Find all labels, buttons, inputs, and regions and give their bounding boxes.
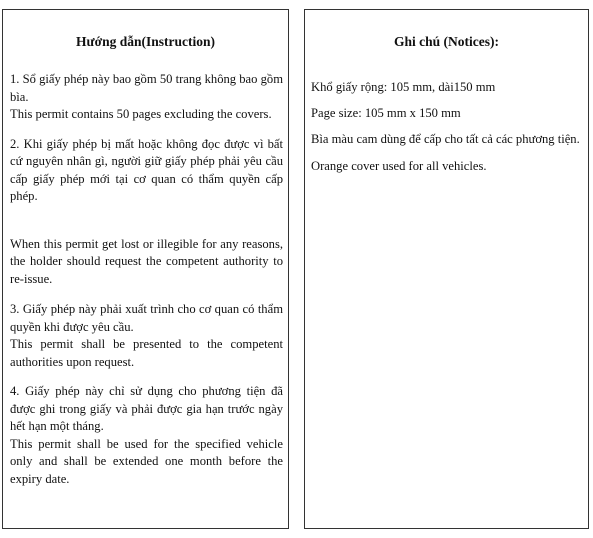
notice-page-size-vi: Khổ giấy rộng: 105 mm, dài150 mm	[311, 80, 496, 94]
instruction-item-1-vi: 1. Sổ giấy phép này bao gồm 50 trang không bao gồm bìa.	[10, 72, 283, 104]
instruction-item-3	[10, 301, 283, 371]
instruction-title: Hướng dẫn(Instruction)	[76, 34, 215, 49]
instruction-item-4	[10, 383, 283, 488]
instruction-item-3-vi: 3. Giấy phép này phải xuất trình cho cơ quan có thẩm quyền khi được yêu cầu.	[10, 302, 283, 334]
instruction-panel	[2, 9, 289, 529]
notices-body	[311, 79, 582, 184]
instruction-item-4-vi: 4. Giấy phép này chỉ sử dụng cho phương tiện đã được ghi trong giấy và phải được gia hạn trước ngày hết hạn một tháng.	[10, 384, 283, 433]
notices-title: Ghi chú (Notices):	[394, 34, 499, 49]
instruction-item-2-en: When this permit get lost or illegible for any reasons, the holder should request the competent authority to re-issue.	[10, 236, 283, 286]
notice-cover-en: Orange cover used for all vehicles.	[311, 158, 487, 173]
instruction-item-2	[10, 136, 283, 206]
instruction-item-4-en: This permit shall be used for the specified vehicle only and shall be extended one month before the expiry date.	[10, 436, 283, 486]
notice-page-size-en: Page size: 105 mm x 150 mm	[311, 106, 461, 121]
notice-cover-vi: Bìa màu cam dùng để cấp cho tất cả các phương tiện.	[311, 132, 580, 147]
instruction-item-1-en: This permit contains 50 pages excluding the covers.	[10, 107, 272, 121]
instruction-item-3-en: This permit shall be presented to the competent authorities upon request.	[10, 337, 283, 369]
instruction-item-1	[10, 71, 283, 124]
instruction-body	[10, 71, 283, 500]
instruction-item-2-en-block	[10, 236, 283, 289]
notices-panel	[304, 9, 589, 529]
instruction-item-2-vi: 2. Khi giấy phép bị mất hoặc không đọc được vì bất cứ nguyên nhân gì, người giữ giấy phép phải yêu cầu cấp giấy phép mới tại cơ quan có thẩm quyền cấp phép.	[10, 136, 283, 203]
